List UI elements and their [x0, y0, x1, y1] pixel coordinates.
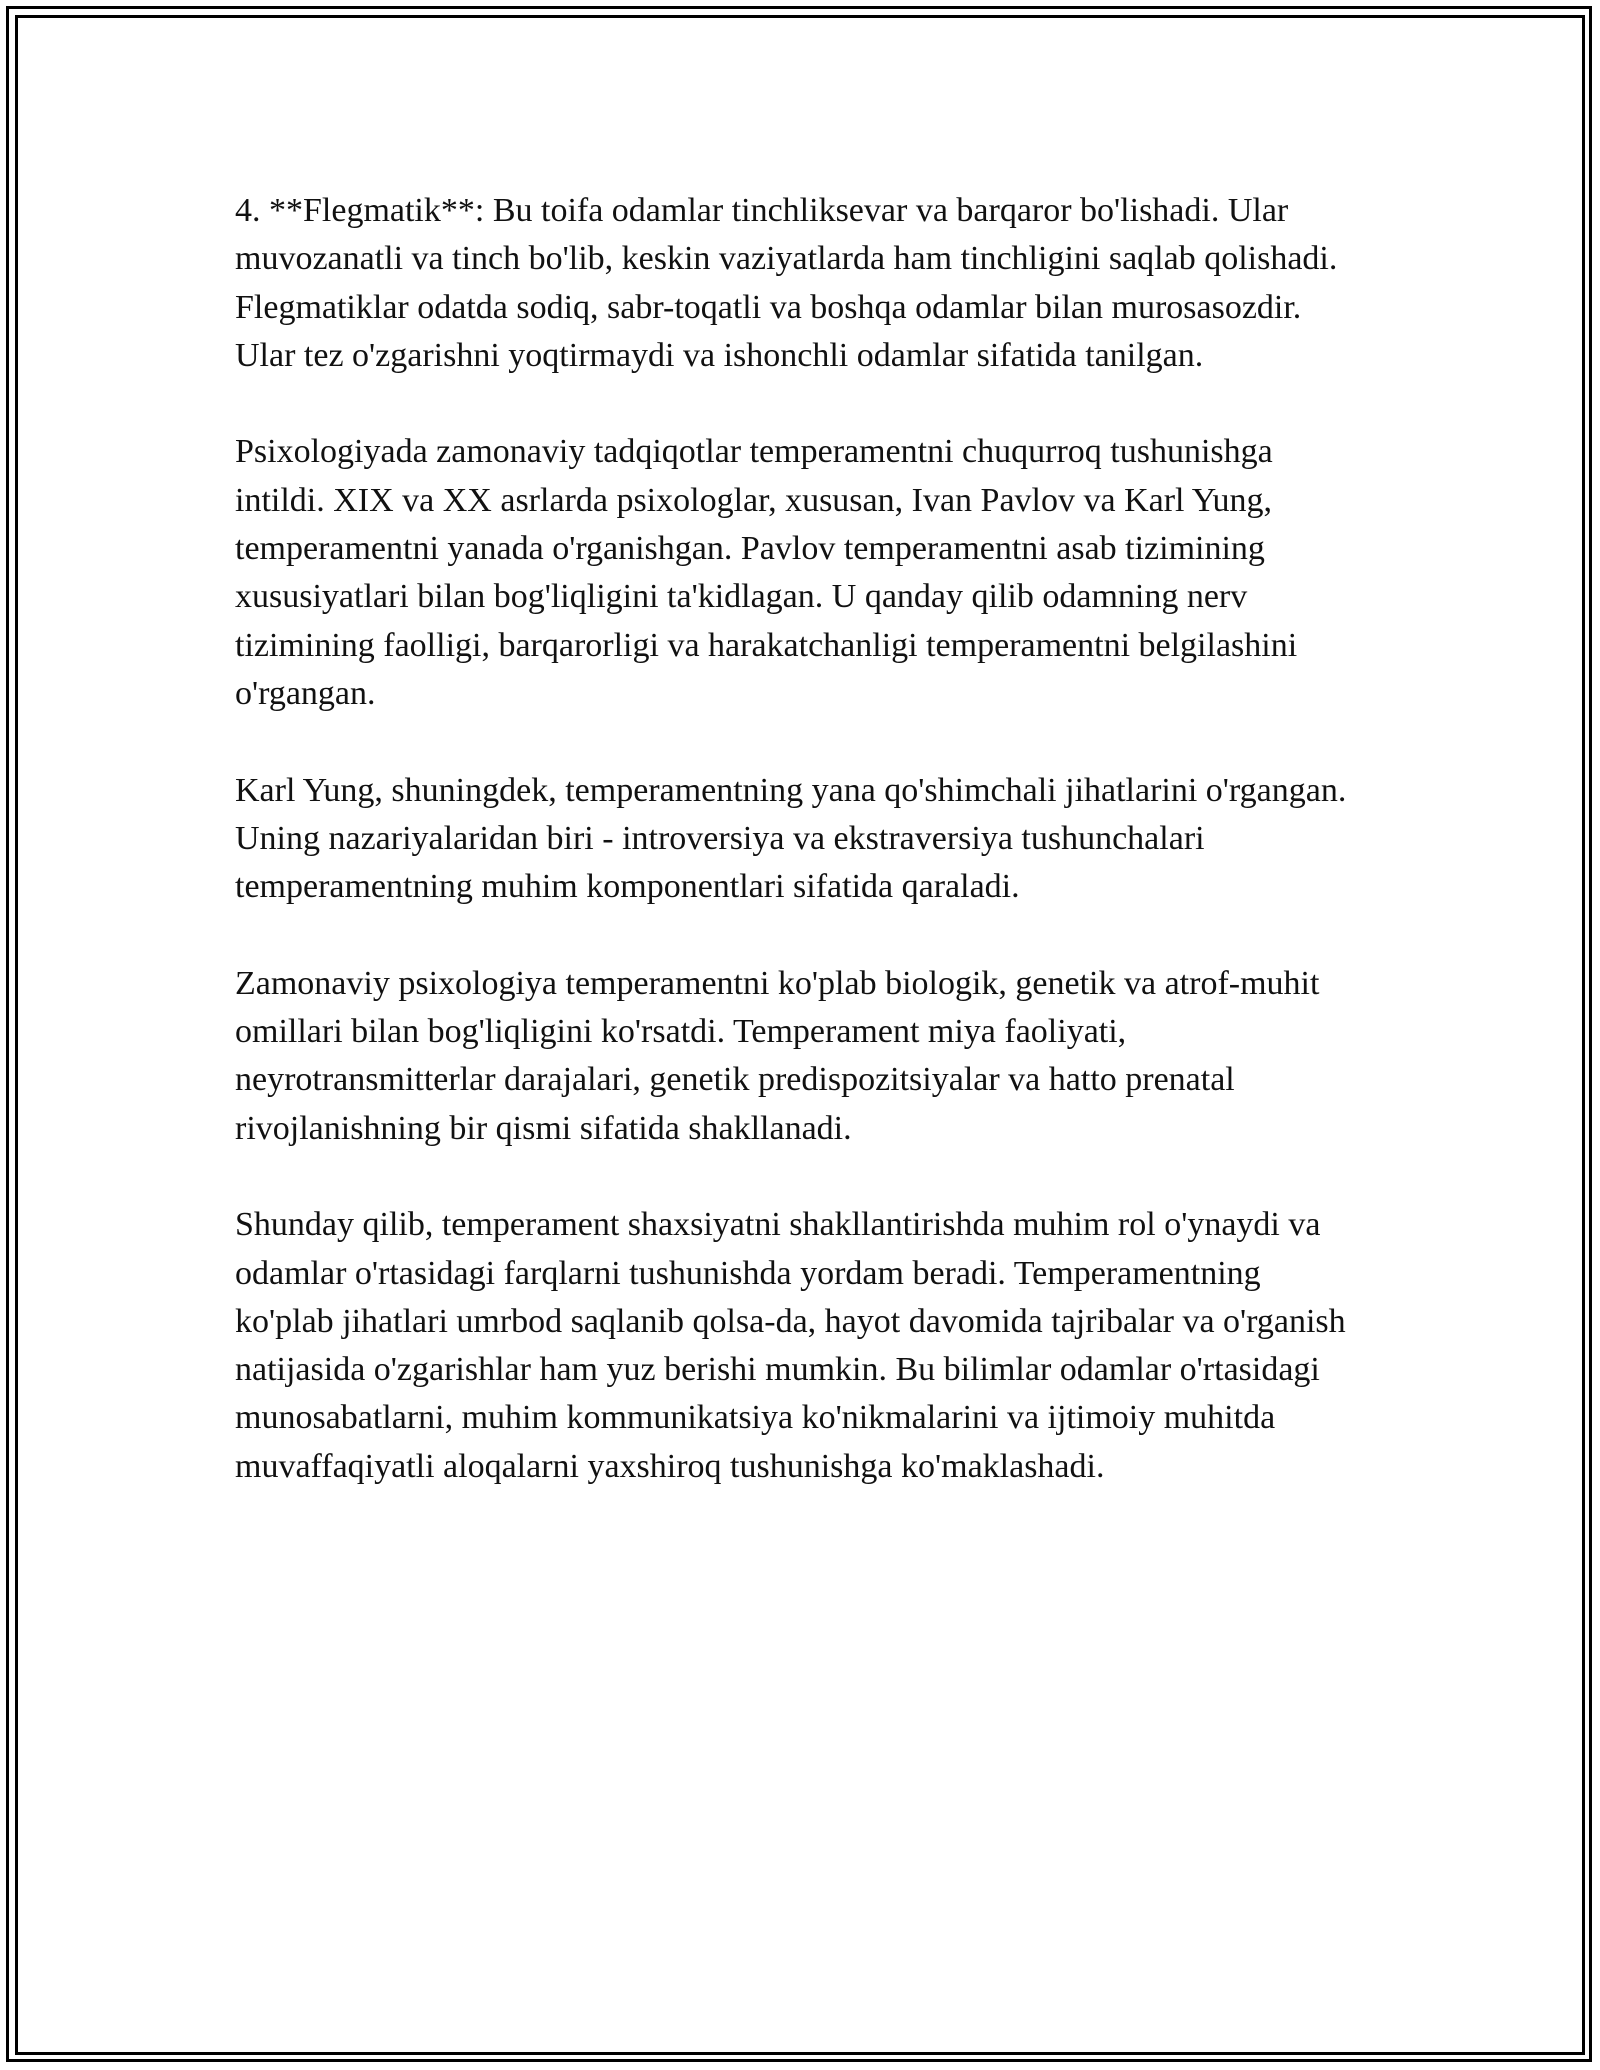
- paragraph-karl-yung: Karl Yung, shuningdek, temperamentning yana qo'shimchali jihatlarini o'rgangan. Uning nazariyalaridan biri - introversiya va ekstraversiya tushunchalari temperamentning muhim komponentlari sifatida qaraladi.: [235, 771, 1347, 906]
- paragraph-flegmatik: 4. **Flegmatik**: Bu toifa odamlar tinchliksevar va barqaror bo'lishadi. Ular muvozanatli va tinch bo'lib, keskin vaziyatlarda ham tinchligini saqlab qolishadi. Flegmatiklar odatda sodiq, sabr-toqatli va boshqa odamlar bilan murosasozdir. Ular tez o'zgarishni yoqtirmaydi va ishonchli odamlar sifatida tanilgan.: [235, 192, 1338, 374]
- paragraph-modern-research: Psixologiyada zamonaviy tadqiqotlar temperamentni chuqurroq tushunishga intildi. XIX va XX asrlarda psixologlar, xususan, Ivan Pavlov va Karl Yung, temperamentni yanada o'rganishgan. Pavlov temperamentni asab tizimining xususiyatlari bilan bog'liqligini ta'kidlagan. U qanday qilib odamning nerv tizimining faolligi, barqarorligi va harakatchanligi temperamentni belgilashini o'rgangan.: [235, 433, 1298, 712]
- paragraph-conclusion: Shunday qilib, temperament shaxsiyatni shakllantirishda muhim rol o'ynaydi va odamlar o'rtasidagi farqlarni tushunishda yordam beradi. Temperamentning ko'plab jihatlari umrbod saqlanib qolsa-da, hayot davomida tajribalar va o'rganish natijasida o'zgarishlar ham yuz berishi mumkin. Bu bilimlar odamlar o'rtasidagi munosabatlarni, muhim kommunikatsiya ko'nikmalarini va ijtimoiy muhitda muvaffaqiyatli aloqalarni yaxshiroq tushunishga ko'maklashadi.: [235, 1206, 1346, 1485]
- document-body: [235, 187, 1365, 1491]
- paragraph-modern-psychology: Zamonaviy psixologiya temperamentni ko'plab biologik, genetik va atrof-muhit omillari bilan bog'liqligini ko'rsatdi. Temperament miya faoliyati, neyrotransmitterlar darajalari, genetik predispozitsiyalar va hatto prenatal rivojlanishning bir qismi sifatida shakllanadi.: [235, 964, 1320, 1147]
